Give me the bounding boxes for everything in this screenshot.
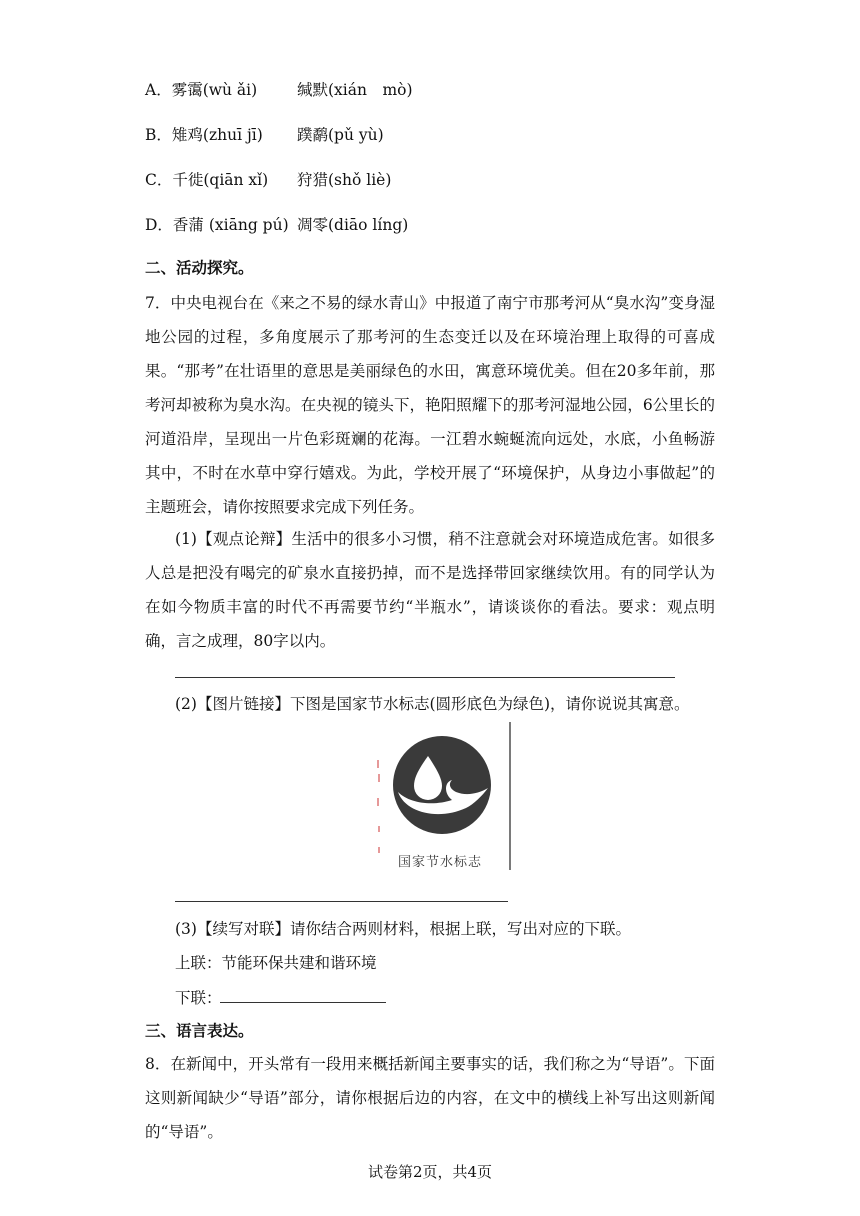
couplet-upper: 上联：节能环保共建和谐环境 [175,954,377,972]
couplet-answer-line[interactable] [220,1002,386,1003]
option-d-word1: D．香蒲 (xiāng pú) [145,216,289,234]
option-b-word2: 蹼鹬(pǔ yù) [297,126,384,144]
question-8-text: 8．在新闻中，开头常有一段用来概括新闻主要事实的话，我们称之为“导语”。下面这则新闻缺少“导语”部分，请你根据后边的内容，在文中的横线上补写出这则新闻的“导语”。 [145,1055,715,1141]
option-a-word1: A．雾霭(wù ǎi) [145,81,258,99]
question-7-text: 7．中央电视台在《来之不易的绿水青山》中报道了南宁市那考河从“臭水沟”变身湿地公园的过程，多角度展示了那考河的生态变迁以及在环境治理上取得的可喜成果。“那考”在壮语里的意思是美丽绿色的水田，寓意环境优美。但在20多年前，那考河却被称为臭水沟。在央视的镜头下，艳阳照耀下的那考河湿地公园，6公里长的河道沿岸，呈现出一片色彩斑斓的花海。一江碧水蜿蜒流向远处，水底，小鱼畅游其中，不时在水草中穿行嬉戏。为此，学校开展了“环境保护，从身边小事做起”的主题班会，请你按照要求完成下列任务。 [145,294,715,516]
answer-line-1[interactable] [175,677,675,678]
option-c [145,168,391,190]
option-d [145,213,408,235]
water-saving-logo [370,722,512,870]
option-d-word2: 凋零(diāo líng) [297,216,409,234]
couplet-lower-label: 下联： [175,989,222,1007]
water-saving-logo-icon [370,722,512,870]
option-c-word2: 狩猎(shǒ liè) [297,171,392,189]
question-7-sub3: (3)【续写对联】请你结合两则材料，根据上联，写出对应的下联。 [175,920,631,938]
option-a [145,78,413,100]
question-7-sub1: (1)【观点论辩】生活中的很多小习惯，稍不注意就会对环境造成危害。如很多人总是把没有喝完的矿泉水直接扔掉，而不是选择带回家继续饮用。有的同学认为在如今物质丰富的时代不再需要节约“半瓶水”，请谈谈你的看法。要求：观点明确，言之成理，80字以内。 [145,530,715,650]
option-b-word1: B．雉鸡(zhuī jī) [145,126,263,144]
option-c-word1: C．千徙(qiān xǐ) [145,171,269,189]
option-a-word2: 缄默(xián mò) [297,81,413,99]
answer-line-2[interactable] [175,901,508,902]
question-7-sub2: (2)【图片链接】下图是国家节水标志(圆形底色为绿色)，请你说说其寓意。 [175,695,690,713]
section-heading-3: 三、语言表达。 [145,1021,254,1040]
logo-caption: 国家节水标志 [398,855,483,870]
section-heading-2: 二、活动探究。 [145,258,254,277]
option-b [145,123,384,145]
page-footer: 试卷第2页，共4页 [367,1163,493,1181]
